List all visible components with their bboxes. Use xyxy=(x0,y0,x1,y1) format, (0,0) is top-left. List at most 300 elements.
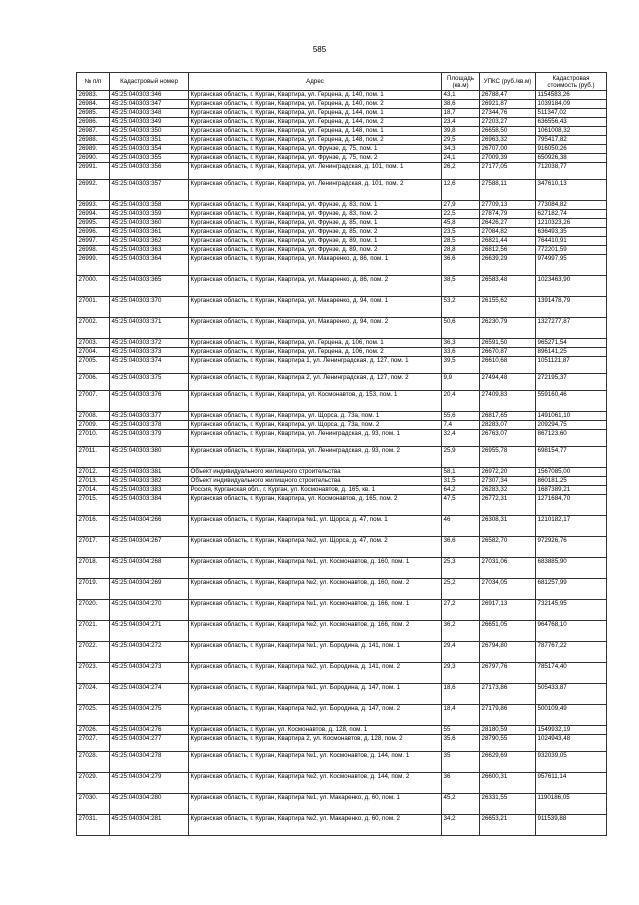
table-row xyxy=(77,815,607,836)
cell-upks: 26651,05 xyxy=(480,621,536,642)
cell-upks: 26707,00 xyxy=(480,145,536,154)
cell-cadastral-number: 45:25:040303:360 xyxy=(110,219,189,228)
cell-address: Курганская область, г. Курган, Квартира, ул. Космонавтов, д. 165, пом. 2 xyxy=(189,495,442,516)
header-area: Площадь (кв.м) xyxy=(442,73,480,91)
cell-address: Курганская область, г. Курган, Квартира, ул. Макаренко, д. 94, пом. 2 xyxy=(189,318,442,339)
cell-upks: 26582,70 xyxy=(480,537,536,558)
cell-num: 27013. xyxy=(77,477,110,486)
table-row xyxy=(77,726,607,735)
cell-upks: 26653,21 xyxy=(480,815,536,836)
cell-address: Курганская область, г. Курган, Квартира, ул. Макаренко, д. 86, пом. 1 xyxy=(189,255,442,276)
cell-address: Курганская область, г. Курган, Квартира, ул. Герцена, д. 144, пом. 1 xyxy=(189,109,442,118)
cell-upks: 26591,50 xyxy=(480,339,536,348)
table-row xyxy=(77,486,607,495)
cell-address: Курганская область, г. Курган, Квартира, ул. Герцена, д. 140, пом. 2 xyxy=(189,100,442,109)
table-row xyxy=(77,228,607,237)
cell-area: 43,1 xyxy=(442,91,480,100)
cell-num: 26984. xyxy=(77,100,110,109)
table-row xyxy=(77,136,607,145)
cell-area: 27,9 xyxy=(442,201,480,210)
cell-upks: 27344,76 xyxy=(480,109,536,118)
table-row xyxy=(77,219,607,228)
table-row xyxy=(77,421,607,430)
cell-upks: 26921,87 xyxy=(480,100,536,109)
cell-cadastral-number: 45:25:040303:381 xyxy=(110,468,189,477)
cell-upks: 26797,76 xyxy=(480,663,536,684)
table-row xyxy=(77,663,607,684)
cell-upks: 28283,07 xyxy=(480,421,536,430)
cell-num: 26997. xyxy=(77,237,110,246)
cell-num: 26991. xyxy=(77,163,110,180)
cell-area: 36,6 xyxy=(442,255,480,276)
cell-upks: 27307,34 xyxy=(480,477,536,486)
cell-area: 18,4 xyxy=(442,705,480,726)
cell-address: Курганская область, г. Курган, Квартира №2, ул. Космонавтов, д. 166, пом. 2 xyxy=(189,621,442,642)
cell-upks: 28790,55 xyxy=(480,735,536,752)
cell-area: 45,2 xyxy=(442,794,480,815)
cell-cadastral-cost: 964768,10 xyxy=(536,621,607,642)
cell-num: 26993. xyxy=(77,201,110,210)
cell-upks: 26283,32 xyxy=(480,486,536,495)
cell-cadastral-number: 45:25:040304:268 xyxy=(110,558,189,579)
cell-num: 26994. xyxy=(77,210,110,219)
cell-upks: 27179,86 xyxy=(480,705,536,726)
cell-area: 58,1 xyxy=(442,468,480,477)
cell-address: Курганская область, г. Курган, Квартира №1, ул. Космонавтов, д. 160, пом. 1 xyxy=(189,558,442,579)
cell-address: Курганская область, г. Курган, Квартира №2, ул. Космонавтов, д. 160, пом. 2 xyxy=(189,579,442,600)
cell-address: Курганская область, г. Курган, Квартира, ул. Герцена, д. 106, пом. 2 xyxy=(189,348,442,357)
cell-cadastral-number: 45:25:040304:274 xyxy=(110,684,189,705)
table-row xyxy=(77,735,607,752)
cell-num: 27011. xyxy=(77,447,110,468)
cell-address: Курганская область, г. Курган, Квартира, ул. Фрунзе, д. 75, пом. 2 xyxy=(189,154,442,163)
cell-upks: 26817,65 xyxy=(480,412,536,421)
cell-address: Курганская область, г. Курган, Квартира №2, ул. Макаренко, д. 60, пом. 2 xyxy=(189,815,442,836)
cell-area: 23,4 xyxy=(442,118,480,127)
cell-address: Курганская область, г. Курган, Квартира, ул. Герцена, д. 148, пом. 2 xyxy=(189,136,442,145)
cell-area: 53,2 xyxy=(442,297,480,318)
cell-area: 27,2 xyxy=(442,600,480,621)
cell-num: 26998. xyxy=(77,246,110,255)
cell-cadastral-cost: 1687389,21 xyxy=(536,486,607,495)
cell-cadastral-number: 45:25:040303:365 xyxy=(110,276,189,297)
cadastral-value-table xyxy=(76,72,607,836)
cell-num: 27001. xyxy=(77,297,110,318)
cell-cadastral-number: 45:25:040303:346 xyxy=(110,91,189,100)
cell-num: 27014. xyxy=(77,486,110,495)
cell-upks: 27709,13 xyxy=(480,201,536,210)
cell-address: Курганская область, г. Курган, Квартира, ул. Ленинградская, д. 93, пом. 2 xyxy=(189,447,442,468)
cell-cadastral-cost: 1190186,05 xyxy=(536,794,607,815)
cell-area: 23,5 xyxy=(442,228,480,237)
cell-cadastral-number: 45:25:040304:272 xyxy=(110,642,189,663)
cell-cadastral-cost: 932039,05 xyxy=(536,752,607,773)
cell-address: Курганская область, г. Курган, Квартира, ул. Фрунзе, д. 83, пом. 1 xyxy=(189,201,442,210)
table-row xyxy=(77,318,607,339)
cell-cadastral-number: 45:25:040303:375 xyxy=(110,374,189,391)
cell-cadastral-cost: 209294,75 xyxy=(536,421,607,430)
cell-num: 27010. xyxy=(77,430,110,447)
cell-address: Курганская область, г. Курган, Квартира, ул. Космонавтов, д. 153, пом. 1 xyxy=(189,391,442,412)
cell-cadastral-number: 45:25:040304:275 xyxy=(110,705,189,726)
cell-num: 26999. xyxy=(77,255,110,276)
cell-upks: 26658,50 xyxy=(480,127,536,136)
cell-area: 25,2 xyxy=(442,579,480,600)
table-row xyxy=(77,127,607,136)
table-row xyxy=(77,468,607,477)
cell-area: 64,2 xyxy=(442,486,480,495)
cell-area: 22,5 xyxy=(442,210,480,219)
cell-cadastral-number: 45:25:040303:364 xyxy=(110,255,189,276)
table-row xyxy=(77,118,607,127)
cell-cadastral-cost: 911539,88 xyxy=(536,815,607,836)
cell-num: 26985. xyxy=(77,109,110,118)
table-row xyxy=(77,430,607,447)
cell-upks: 26639,29 xyxy=(480,255,536,276)
cell-cadastral-cost: 1567085,00 xyxy=(536,468,607,477)
table-row xyxy=(77,579,607,600)
cell-upks: 27203,27 xyxy=(480,118,536,127)
cell-upks: 27031,06 xyxy=(480,558,536,579)
cell-num: 27000. xyxy=(77,276,110,297)
cell-cadastral-cost: 773084,82 xyxy=(536,201,607,210)
cell-num: 27003. xyxy=(77,339,110,348)
cell-address: Россия, Курганская обл., г. Курган, ул. Космонавтов, д. 165, кв. 1 xyxy=(189,486,442,495)
cell-cadastral-cost: 957611,14 xyxy=(536,773,607,794)
cell-cadastral-number: 45:25:040303:373 xyxy=(110,348,189,357)
table-row xyxy=(77,180,607,201)
cell-cadastral-cost: 732145,95 xyxy=(536,600,607,621)
cell-upks: 26788,47 xyxy=(480,91,536,100)
cell-cadastral-cost: 867123,60 xyxy=(536,430,607,447)
table-row xyxy=(77,537,607,558)
cell-upks: 27494,48 xyxy=(480,374,536,391)
cell-cadastral-number: 45:25:040303:376 xyxy=(110,391,189,412)
cell-address: Курганская область, г. Курган, Квартира 2, ул. Космонавтов, д. 128, пом. 2 xyxy=(189,735,442,752)
cell-area: 50,6 xyxy=(442,318,480,339)
cell-address: Курганская область, г. Курган, Квартира №2, ул. Бородина, д. 141, пом. 2 xyxy=(189,663,442,684)
cell-cadastral-number: 45:25:040304:276 xyxy=(110,726,189,735)
cell-cadastral-number: 45:25:040304:277 xyxy=(110,735,189,752)
cell-num: 27031. xyxy=(77,815,110,836)
cell-num: 27016. xyxy=(77,516,110,537)
cell-area: 24,1 xyxy=(442,154,480,163)
cell-address: Курганская область, г. Курган, Квартира, ул. Ленинградская, д. 101, пом. 1 xyxy=(189,163,442,180)
table-row xyxy=(77,163,607,180)
cell-cadastral-number: 45:25:040304:273 xyxy=(110,663,189,684)
table-header-row xyxy=(77,73,607,91)
cell-upks: 27874,79 xyxy=(480,210,536,219)
cell-area: 39,8 xyxy=(442,127,480,136)
cell-address: Курганская область, г. Курган, Квартира №1, ул. Щорса, д. 47, пом. 1 xyxy=(189,516,442,537)
cell-address: Курганская область, г. Курган, Квартира, ул. Щорса, д. 73а, пом. 1 xyxy=(189,412,442,421)
cell-num: 27020. xyxy=(77,600,110,621)
cell-upks: 26812,56 xyxy=(480,246,536,255)
cell-cadastral-cost: 860181,25 xyxy=(536,477,607,486)
cell-cadastral-cost: 1061008,32 xyxy=(536,127,607,136)
table-row xyxy=(77,412,607,421)
table-row xyxy=(77,297,607,318)
cell-num: 27029. xyxy=(77,773,110,794)
table-row xyxy=(77,600,607,621)
cell-cadastral-cost: 681257,99 xyxy=(536,579,607,600)
table-row xyxy=(77,339,607,348)
table-row xyxy=(77,201,607,210)
cell-cadastral-cost: 764410,91 xyxy=(536,237,607,246)
table-row xyxy=(77,357,607,374)
cell-cadastral-number: 45:25:040303:362 xyxy=(110,237,189,246)
cell-address: Курганская область, г. Курган, Квартира, ул. Фрунзе, д. 89, пом. 1 xyxy=(189,237,442,246)
cell-num: 27028. xyxy=(77,752,110,773)
cell-cadastral-cost: 505433,87 xyxy=(536,684,607,705)
cell-area: 36 xyxy=(442,773,480,794)
cell-cadastral-cost: 627182,74 xyxy=(536,210,607,219)
cell-num: 26989. xyxy=(77,145,110,154)
cell-num: 27009. xyxy=(77,421,110,430)
cell-cadastral-cost: 896141,25 xyxy=(536,348,607,357)
cell-cadastral-cost: 1549932,19 xyxy=(536,726,607,735)
cell-cadastral-number: 45:25:040303:347 xyxy=(110,100,189,109)
cell-area: 28,5 xyxy=(442,237,480,246)
cell-upks: 28180,59 xyxy=(480,726,536,735)
cell-upks: 26670,87 xyxy=(480,348,536,357)
cell-address: Объект индивидуального жилищного строительства xyxy=(189,468,442,477)
header-cadastral-cost: Кадастровая стоимость (руб.) xyxy=(536,73,607,91)
cell-upks: 26972,20 xyxy=(480,468,536,477)
cell-cadastral-number: 45:25:040303:348 xyxy=(110,109,189,118)
cell-cadastral-cost: 1491061,10 xyxy=(536,412,607,421)
cell-num: 27030. xyxy=(77,794,110,815)
cell-cadastral-cost: 1210323,26 xyxy=(536,219,607,228)
cell-cadastral-number: 45:25:040303:372 xyxy=(110,339,189,348)
cell-upks: 26308,31 xyxy=(480,516,536,537)
cell-area: 29,5 xyxy=(442,136,480,145)
cell-num: 26986. xyxy=(77,118,110,127)
cell-num: 27027. xyxy=(77,735,110,752)
cell-address: Курганская область, г. Курган, Квартира 2, ул. Ленинградская, д. 127, пом. 2 xyxy=(189,374,442,391)
cell-address: Курганская область, г. Курган, Квартира №2, ул. Космонавтов, д. 144, пом. 2 xyxy=(189,773,442,794)
cell-cadastral-cost: 1154583,26 xyxy=(536,91,607,100)
cell-cadastral-cost: 272195,37 xyxy=(536,374,607,391)
cell-num: 27022. xyxy=(77,642,110,663)
cell-address: Курганская область, г. Курган, Квартира, ул. Макаренко, д. 86, пом. 2 xyxy=(189,276,442,297)
cell-cadastral-cost: 347610,13 xyxy=(536,180,607,201)
cell-cadastral-number: 45:25:040303:363 xyxy=(110,246,189,255)
table-row xyxy=(77,91,607,100)
cell-cadastral-cost: 974997,95 xyxy=(536,255,607,276)
cell-cadastral-number: 45:25:040303:349 xyxy=(110,118,189,127)
cell-area: 46 xyxy=(442,516,480,537)
cell-cadastral-number: 45:25:040304:266 xyxy=(110,516,189,537)
cell-cadastral-number: 45:25:040304:270 xyxy=(110,600,189,621)
cell-cadastral-cost: 772201,59 xyxy=(536,246,607,255)
cell-address: Курганская область, г. Курган, Квартира, ул. Фрунзе, д. 75, пом. 1 xyxy=(189,145,442,154)
cell-area: 35 xyxy=(442,752,480,773)
cell-address: Курганская область, г. Курган, Квартира 1, ул. Ленинградская, д. 127, пом. 1 xyxy=(189,357,442,374)
cell-area: 35,6 xyxy=(442,735,480,752)
cell-num: 27007. xyxy=(77,391,110,412)
cell-upks: 26963,32 xyxy=(480,136,536,145)
cell-address: Курганская область, г. Курган, Квартира, ул. Герцена, д. 106, пом. 1 xyxy=(189,339,442,348)
cell-area: 20,4 xyxy=(442,391,480,412)
cell-area: 55,6 xyxy=(442,412,480,421)
cell-area: 33,6 xyxy=(442,348,480,357)
cell-upks: 26629,69 xyxy=(480,752,536,773)
cell-address: Курганская область, г. Курган, Квартира, ул. Герцена, д. 140, пом. 1 xyxy=(189,91,442,100)
cell-num: 27017. xyxy=(77,537,110,558)
table-row xyxy=(77,558,607,579)
cell-upks: 26230,79 xyxy=(480,318,536,339)
cell-cadastral-cost: 559160,46 xyxy=(536,391,607,412)
cell-upks: 27009,39 xyxy=(480,154,536,163)
cell-address: Курганская область, г. Курган, Квартира, ул. Фрунзе, д. 83, пом. 2 xyxy=(189,210,442,219)
cell-area: 36,3 xyxy=(442,339,480,348)
cell-upks: 27173,86 xyxy=(480,684,536,705)
cell-address: Курганская область, г. Курган, Квартира, ул. Ленинградская, д. 93, пом. 1 xyxy=(189,430,442,447)
cell-cadastral-number: 45:25:040304:281 xyxy=(110,815,189,836)
cell-cadastral-number: 45:25:040304:267 xyxy=(110,537,189,558)
cell-area: 34,3 xyxy=(442,145,480,154)
cell-cadastral-number: 45:25:040303:354 xyxy=(110,145,189,154)
cell-upks: 27409,83 xyxy=(480,391,536,412)
cell-cadastral-cost: 1327277,87 xyxy=(536,318,607,339)
cell-area: 25,3 xyxy=(442,558,480,579)
table-row xyxy=(77,100,607,109)
cell-cadastral-number: 45:25:040304:271 xyxy=(110,621,189,642)
cell-num: 26983. xyxy=(77,91,110,100)
table-row xyxy=(77,109,607,118)
cell-upks: 26331,55 xyxy=(480,794,536,815)
header-address: Адрес xyxy=(189,73,442,91)
cell-area: 12,6 xyxy=(442,180,480,201)
cell-cadastral-cost: 1039184,09 xyxy=(536,100,607,109)
cell-upks: 26917,13 xyxy=(480,600,536,621)
cell-cadastral-number: 45:25:040303:355 xyxy=(110,154,189,163)
cell-address: Курганская область, г. Курган, Квартира, ул. Фрунзе, д. 85, пом. 2 xyxy=(189,228,442,237)
header-num: № п/п xyxy=(77,73,110,91)
cell-upks: 27588,11 xyxy=(480,180,536,201)
cell-address: Курганская область, г. Курган, Квартира №1, ул. Бородина, д. 141, пом. 1 xyxy=(189,642,442,663)
cell-cadastral-number: 45:25:040303:359 xyxy=(110,210,189,219)
cell-num: 27024. xyxy=(77,684,110,705)
cell-num: 26995. xyxy=(77,219,110,228)
cell-cadastral-cost: 1391478,79 xyxy=(536,297,607,318)
table-row xyxy=(77,684,607,705)
header-upks: УПКС (руб./кв.м) xyxy=(480,73,536,91)
cell-upks: 26610,68 xyxy=(480,357,536,374)
cell-cadastral-cost: 511347,02 xyxy=(536,109,607,118)
cell-cadastral-number: 45:25:040304:269 xyxy=(110,579,189,600)
table-row xyxy=(77,255,607,276)
cell-cadastral-number: 45:25:040303:358 xyxy=(110,201,189,210)
cell-address: Курганская область, г. Курган, Квартира, ул. Фрунзе, д. 89, пом. 2 xyxy=(189,246,442,255)
cell-area: 26,2 xyxy=(442,163,480,180)
cell-cadastral-number: 45:25:040303:378 xyxy=(110,421,189,430)
table-row xyxy=(77,391,607,412)
cell-address: Курганская область, г. Курган, Квартира, ул. Герцена, д. 144, пом. 2 xyxy=(189,118,442,127)
cell-cadastral-cost: 1051121,87 xyxy=(536,357,607,374)
cell-num: 27012. xyxy=(77,468,110,477)
table-row xyxy=(77,705,607,726)
cell-cadastral-cost: 1024943,48 xyxy=(536,735,607,752)
cell-cadastral-cost: 1210182,17 xyxy=(536,516,607,537)
cell-cadastral-number: 45:25:040303:371 xyxy=(110,318,189,339)
cell-num: 27018. xyxy=(77,558,110,579)
table-row xyxy=(77,794,607,815)
cell-area: 39,5 xyxy=(442,357,480,374)
cell-cadastral-number: 45:25:040304:279 xyxy=(110,773,189,794)
cell-upks: 26794,80 xyxy=(480,642,536,663)
cell-area: 36,2 xyxy=(442,621,480,642)
cell-area: 7,4 xyxy=(442,421,480,430)
cell-address: Курганская область, г. Курган, Квартира, ул. Герцена, д. 148, пом. 1 xyxy=(189,127,442,136)
cell-cadastral-cost: 972926,76 xyxy=(536,537,607,558)
table-row xyxy=(77,145,607,154)
cell-address: Курганская область, г. Курган, Квартира, ул. Щорса, д. 73а, пом. 2 xyxy=(189,421,442,430)
cell-area: 32,4 xyxy=(442,430,480,447)
cell-cadastral-cost: 698154,77 xyxy=(536,447,607,468)
cell-cadastral-cost: 1271684,70 xyxy=(536,495,607,516)
cell-area: 9,9 xyxy=(442,374,480,391)
cell-cadastral-number: 45:25:040303:361 xyxy=(110,228,189,237)
table-row xyxy=(77,477,607,486)
cell-cadastral-number: 45:25:040303:374 xyxy=(110,357,189,374)
cell-cadastral-cost: 712038,77 xyxy=(536,163,607,180)
cell-cadastral-cost: 785174,40 xyxy=(536,663,607,684)
cell-address: Курганская область, г. Курган, Квартира №1, ул. Космонавтов, д. 166, пом. 1 xyxy=(189,600,442,621)
cell-num: 27005. xyxy=(77,357,110,374)
cell-num: 27021. xyxy=(77,621,110,642)
cell-upks: 26600,31 xyxy=(480,773,536,794)
cell-address: Курганская область, г. Курган, Квартира, ул. Макаренко, д. 94, пом. 1 xyxy=(189,297,442,318)
cell-cadastral-number: 45:25:040303:384 xyxy=(110,495,189,516)
cell-area: 18,7 xyxy=(442,109,480,118)
cell-cadastral-cost: 916050,26 xyxy=(536,145,607,154)
cell-cadastral-cost: 1023463,90 xyxy=(536,276,607,297)
cell-upks: 26955,78 xyxy=(480,447,536,468)
cell-address: Курганская область, г. Курган, Квартира №2, ул. Бородина, д. 147, пом. 2 xyxy=(189,705,442,726)
table-row xyxy=(77,621,607,642)
cell-num: 27019. xyxy=(77,579,110,600)
cell-num: 27023. xyxy=(77,663,110,684)
cell-cadastral-cost: 683885,90 xyxy=(536,558,607,579)
cell-num: 26987. xyxy=(77,127,110,136)
cell-num: 27002. xyxy=(77,318,110,339)
cell-area: 18,6 xyxy=(442,684,480,705)
table-row xyxy=(77,516,607,537)
cell-num: 27015. xyxy=(77,495,110,516)
cell-upks: 26426,27 xyxy=(480,219,536,228)
cell-address: Курганская область, г. Курган, Квартира №1, ул. Бородина, д. 147, пом. 1 xyxy=(189,684,442,705)
cell-cadastral-cost: 650926,38 xyxy=(536,154,607,163)
cell-cadastral-cost: 636493,35 xyxy=(536,228,607,237)
cell-cadastral-number: 45:25:040303:383 xyxy=(110,486,189,495)
cell-cadastral-number: 45:25:040303:357 xyxy=(110,180,189,201)
cell-cadastral-number: 45:25:040303:351 xyxy=(110,136,189,145)
cell-upks: 26821,44 xyxy=(480,237,536,246)
cell-area: 45,8 xyxy=(442,219,480,228)
table-row xyxy=(77,642,607,663)
cell-upks: 26763,07 xyxy=(480,430,536,447)
cell-area: 29,3 xyxy=(442,663,480,684)
cell-area: 28,8 xyxy=(442,246,480,255)
cell-upks: 26772,31 xyxy=(480,495,536,516)
cell-num: 27004. xyxy=(77,348,110,357)
cell-cadastral-number: 45:25:040304:280 xyxy=(110,794,189,815)
cell-upks: 26583,48 xyxy=(480,276,536,297)
cell-area: 47,5 xyxy=(442,495,480,516)
cell-cadastral-number: 45:25:040303:382 xyxy=(110,477,189,486)
